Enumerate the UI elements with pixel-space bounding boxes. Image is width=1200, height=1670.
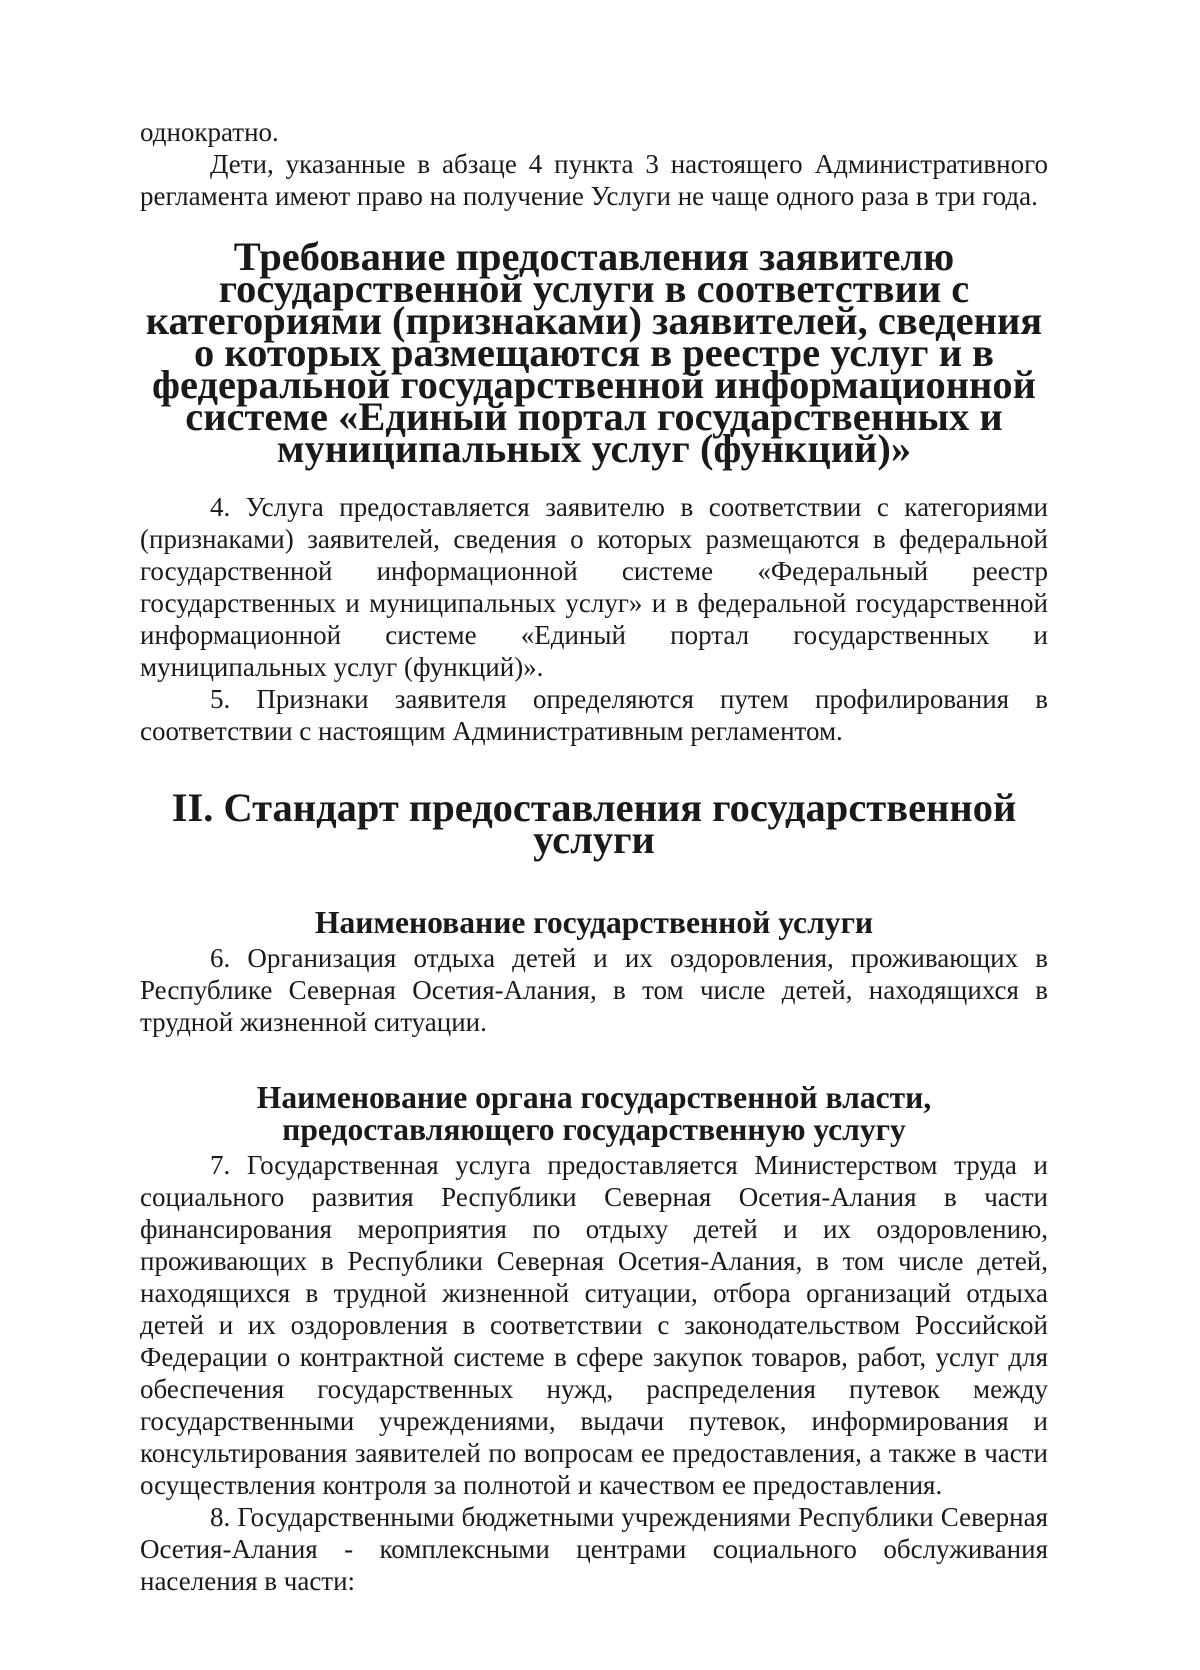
heading-service-name: Наименование государственной услуги [314, 905, 874, 940]
heading-applicant-requirements: Требование предоставления заявителю государственной услуги в соответствии с категориями (признаками) заявителей, сведения о которых размещаются в реестре услуг и в федеральной государственной информационной системе «Единый портал государственных и муниципальных услуг (функций)» [145, 234, 1043, 471]
heading-authority-name: Наименование органа государственной власти, предоставляющего государственную услугу [256, 1080, 932, 1147]
paragraph-6: 6. Организация отдыха детей и их оздоровления, проживающих в Республике Северная Осетия-Алания, в том числе детей, находящихся в трудной жизненной ситуации. [140, 943, 1048, 1037]
paragraph-8: 8. Государственными бюджетными учреждениями Республики Северная Осетия-Алания - комплексными центрами социального обслуживания населения в части: [140, 1502, 1048, 1596]
paragraph-children-frequency: Дети, указанные в абзаце 4 пункта 3 настоящего Административного регламента имеют право на получение Услуги не чаще одного раза в три года. [140, 149, 1048, 211]
paragraph-7: 7. Государственная услуга предоставляется Министерством труда и социального развития Республики Северная Осетия-Алания в части финансирования мероприятия по отдыху детей и их оздоровлению, проживающих в Республики Северная Осетия-Алания, в том числе детей, находящихся в трудной жизненной ситуации, отбора организаций отдыха детей и их оздоровления в соответствии с законодательством Российской Федерации о контрактной системе в сфере закупок товаров, работ, услуг для обеспечения государственных нужд, распределения путевок между государственными учреждениями, выдачи путевок, информирования и консультирования заявителей по вопросам ее предоставления, а также в части осуществления контроля за полнотой и качеством ее предоставления. [140, 1150, 1048, 1500]
heading-chapter-2: II. Стандарт предоставления государственной услуги [171, 785, 1017, 862]
paragraph-4: 4. Услуга предоставляется заявителю в соответствии с категориями (признаками) заявителей, сведения о которых размещаются в федеральной государственной информационной системе «Федеральный реестр государственных и муниципальных услуг» и в федеральной государственной информационной системе «Единый портал государственных и муниципальных услуг (функций)». [140, 492, 1048, 682]
paragraph-5: 5. Признаки заявителя определяются путем профилирования в соответствии с настоящим Административным регламентом. [140, 684, 1048, 746]
document-page [140, 116, 1048, 1597]
paragraph-continuation: однократно. [140, 117, 279, 147]
